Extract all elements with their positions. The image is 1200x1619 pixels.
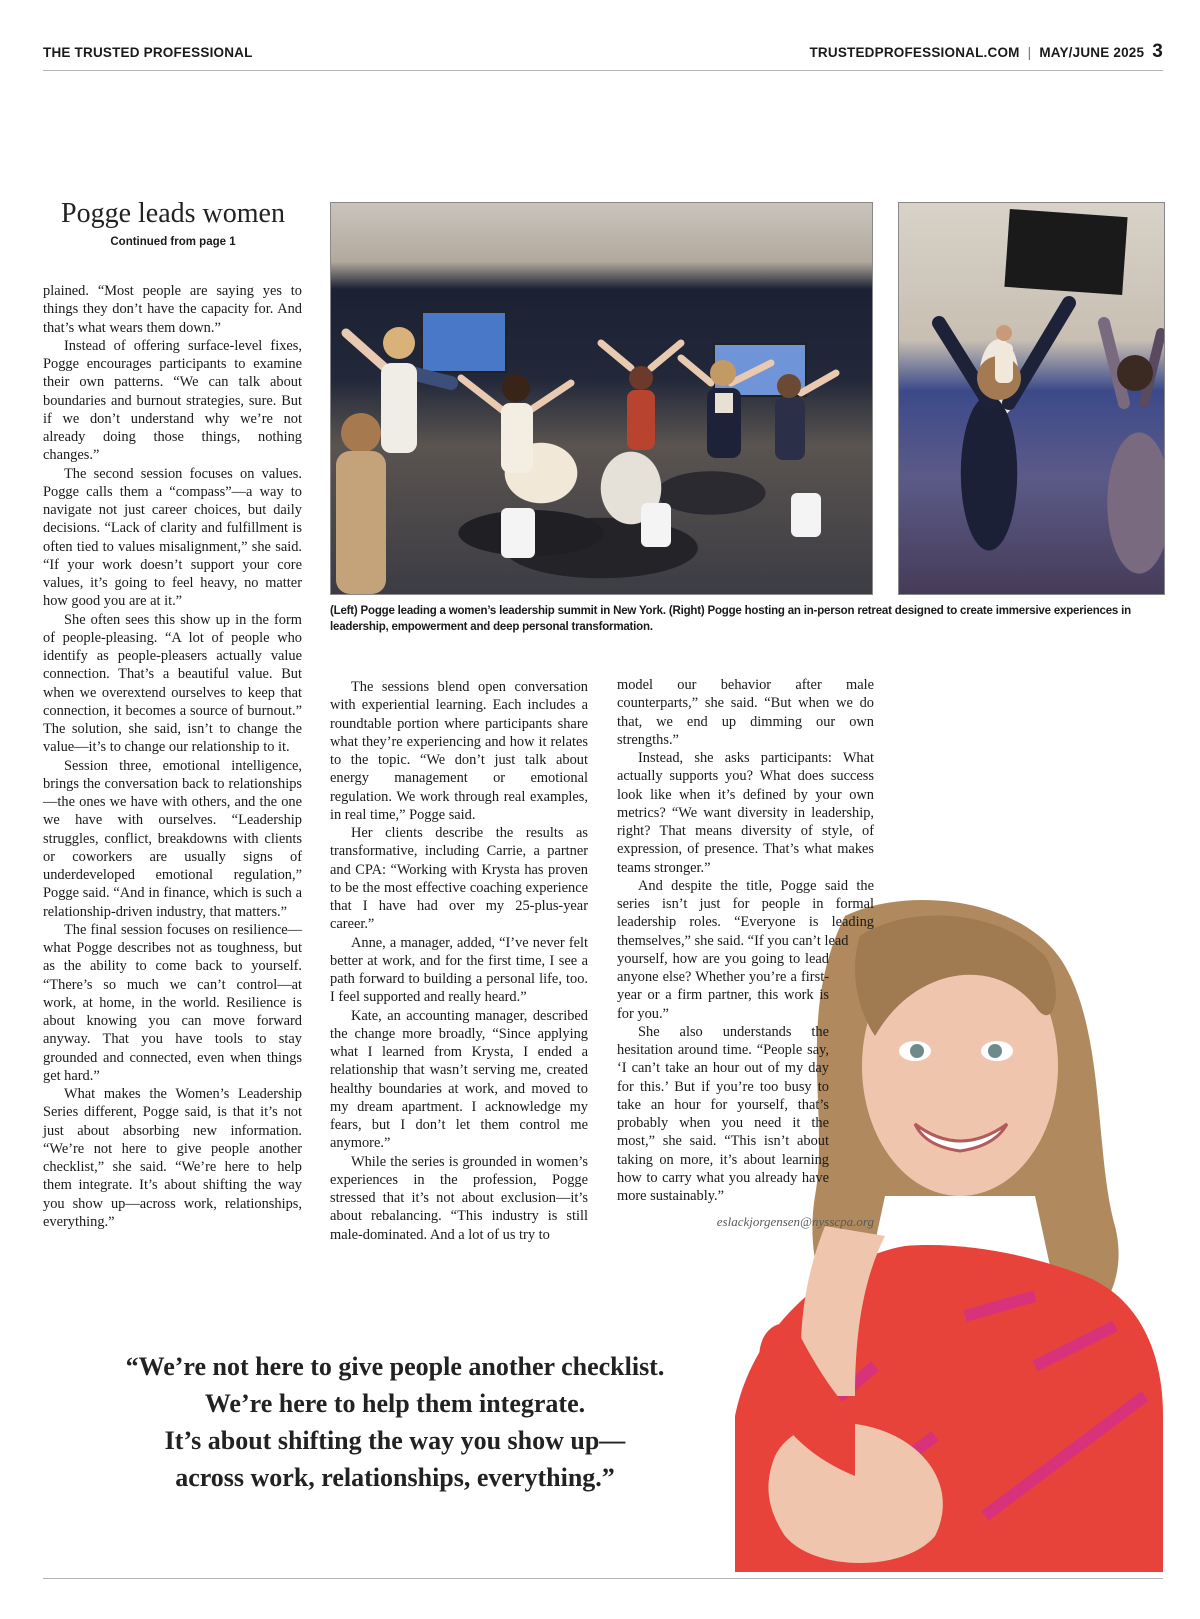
page-header [43,40,1163,71]
paragraph: While the series is grounded in women’s experiences in the profession, Pogge stressed that it’s not about exclusion—it’s about rebalancing. “This industry is still male-dominated. And a lot of us try to [330,1153,588,1243]
paragraph: Anne, a manager, added, “I’ve never felt better at work, and for the first time, I see a path forward to building a personal life, too. I feel supported and really heard.” [330,934,588,1006]
paragraph: What makes the Women’s Leadership Series different, Pogge said, is that it’s not just about absorbing new information. “We’re not here to give people another checklist,” she said. “We’re here to help them integrate. It’s about shifting the way you show up—across work, relationships, everything.” [43,1086,302,1230]
photo-caption: (Left) Pogge leading a women’s leadership summit in New York. (Right) Pogge hosting an in-person retreat designed to create immersive experiences in leadership, empowerment and deep personal transformation. [330,605,1131,633]
continued-note: Continued from page 1 [110,236,236,248]
publication-name: THE TRUSTED PROFESSIONAL [43,45,253,60]
article-column-2 [330,678,588,1244]
paragraph: Instead of offering surface-level fixes, Pogge encourages participants to examine their own patterns. “We can talk about boundaries and burnout strategies, sure. But if we don’t understand why we’re not already doing those things, nothing changes.” [43,337,302,464]
header-separator: | [1027,45,1032,60]
pull-quote-line: across work, relationships, everything.” [175,1463,615,1492]
paragraph: plained. “Most people are saying yes to things they don’t have the capacity for. And that’s what wears them down.” [43,283,302,336]
retreat-photo [898,202,1165,595]
article-headline: Pogge leads women [61,198,285,229]
paragraph: The sessions blend open conversation with experiential learning. Each includes a roundtable portion where participants share what they’re experiencing and how it relates to the topic. “We don’t just talk about energy management or emotional regulation. We work through real examples, in real time,” Pogge said. [330,679,588,823]
paragraph: Instead, she asks participants: What actually supports you? What does success look like when it’s defined by your own metrics? “We want diversity in leadership, right? That means diversity of style, of expression, of presence. That’s what makes teams stronger.” [617,750,874,876]
article-column-1 [43,282,302,1231]
footer-rule [43,1578,1163,1579]
paragraph: Kate, an accounting manager, described the change more broadly, “Since applying what I learned from Krysta, I ended a relationship that wasn’t serving me, created healthy boundaries at work, and moved to my dream apartment. I acknowledge my fears, but I don’t let them control me anymore.” [330,1007,588,1152]
paragraph: And despite the title, Pogge said the series isn’t just for people in formal leadership roles. “Everyone is leading themselves,” she said. “If you can’t lead [617,877,874,949]
wrapped-text [617,950,829,1206]
pull-quote-line: It’s about shifting the way you show up— [164,1426,626,1455]
paragraph: model our behavior after male counterparts,” she said. “But when we do that, we end up dimming our own strengths.” [617,677,874,748]
paragraph: Session three, emotional intelligence, brings the conversation back to relationships—the ones we have with others, and the one we have with ourselves. “Leadership struggles, conflict, breakdowns with clients or coworkers are usually signs of underdeveloped emotional regulation,” Pogge said. “And in finance, which is such a relationship-driven industry, that matters.” [43,757,302,920]
article-column-3 [617,676,874,1232]
page-number: 3 [1152,41,1163,62]
paragraph: The final session focuses on resilience—what Pogge describes not as toughness, but as the ability to come back to yourself. “There’s so much we can’t control—at work, at home, in the world. Resilience is about knowing you can move forward anyway. That you have tools to stay grounded and connected, even when things get hard.” [43,921,302,1084]
pull-quote-line: “We’re not here to give people another checklist. [125,1352,665,1381]
paragraph: The second session focuses on values. Pogge calls them a “compass”—a way to navigate not just career choices, but daily decisions. “Lack of clarity and fulfillment is often tied to values misalignment,” she said. “If your work doesn’t support your core values, it’s going to feel heavy, no matter how good you are at it.” [43,465,302,610]
header-right [809,41,1163,63]
issue-date: MAY/JUNE 2025 [1039,45,1145,60]
website: TRUSTEDPROFESSIONAL.COM [809,45,1020,60]
paragraph: Her clients describe the results as transformative, including Carrie, a partner and CPA: “Working with Krysta has proven to be the most effective coaching experience that I have had over my 25-plus-year career.” [330,825,588,933]
pull-quote [60,1348,730,1496]
summit-figures [331,203,872,594]
paragraph: yourself, how are you going to lead anyone else? Whether you’re a first-year or a firm partner, this work is for you.” [617,950,829,1022]
pull-quote-line: We’re here to help them integrate. [204,1389,586,1418]
retreat-figures [899,203,1164,594]
paragraph: She often sees this show up in the form of people-pleasing. “A lot of people who identify as people-pleasers actually value connection. That’s a beautiful value. But when we overextend ourselves to keep that connection, it becomes a source of burnout.” The solution, she said, isn’t to change the value—it’s to change our relationship to it. [43,611,302,756]
summit-photo [330,202,873,595]
paragraph: She also understands the hesitation around time. “People say, ‘I can’t take an hour out of my day for this.’ But if you’re too busy to take an hour for yourself, that’s probably when you need it the most,” she said. “This isn’t about taking on more, it’s about learning how to carry what you already have more sustainably.” [617,1023,829,1204]
author-email: eslackjorgensen@nysscpa.org [716,1214,874,1230]
